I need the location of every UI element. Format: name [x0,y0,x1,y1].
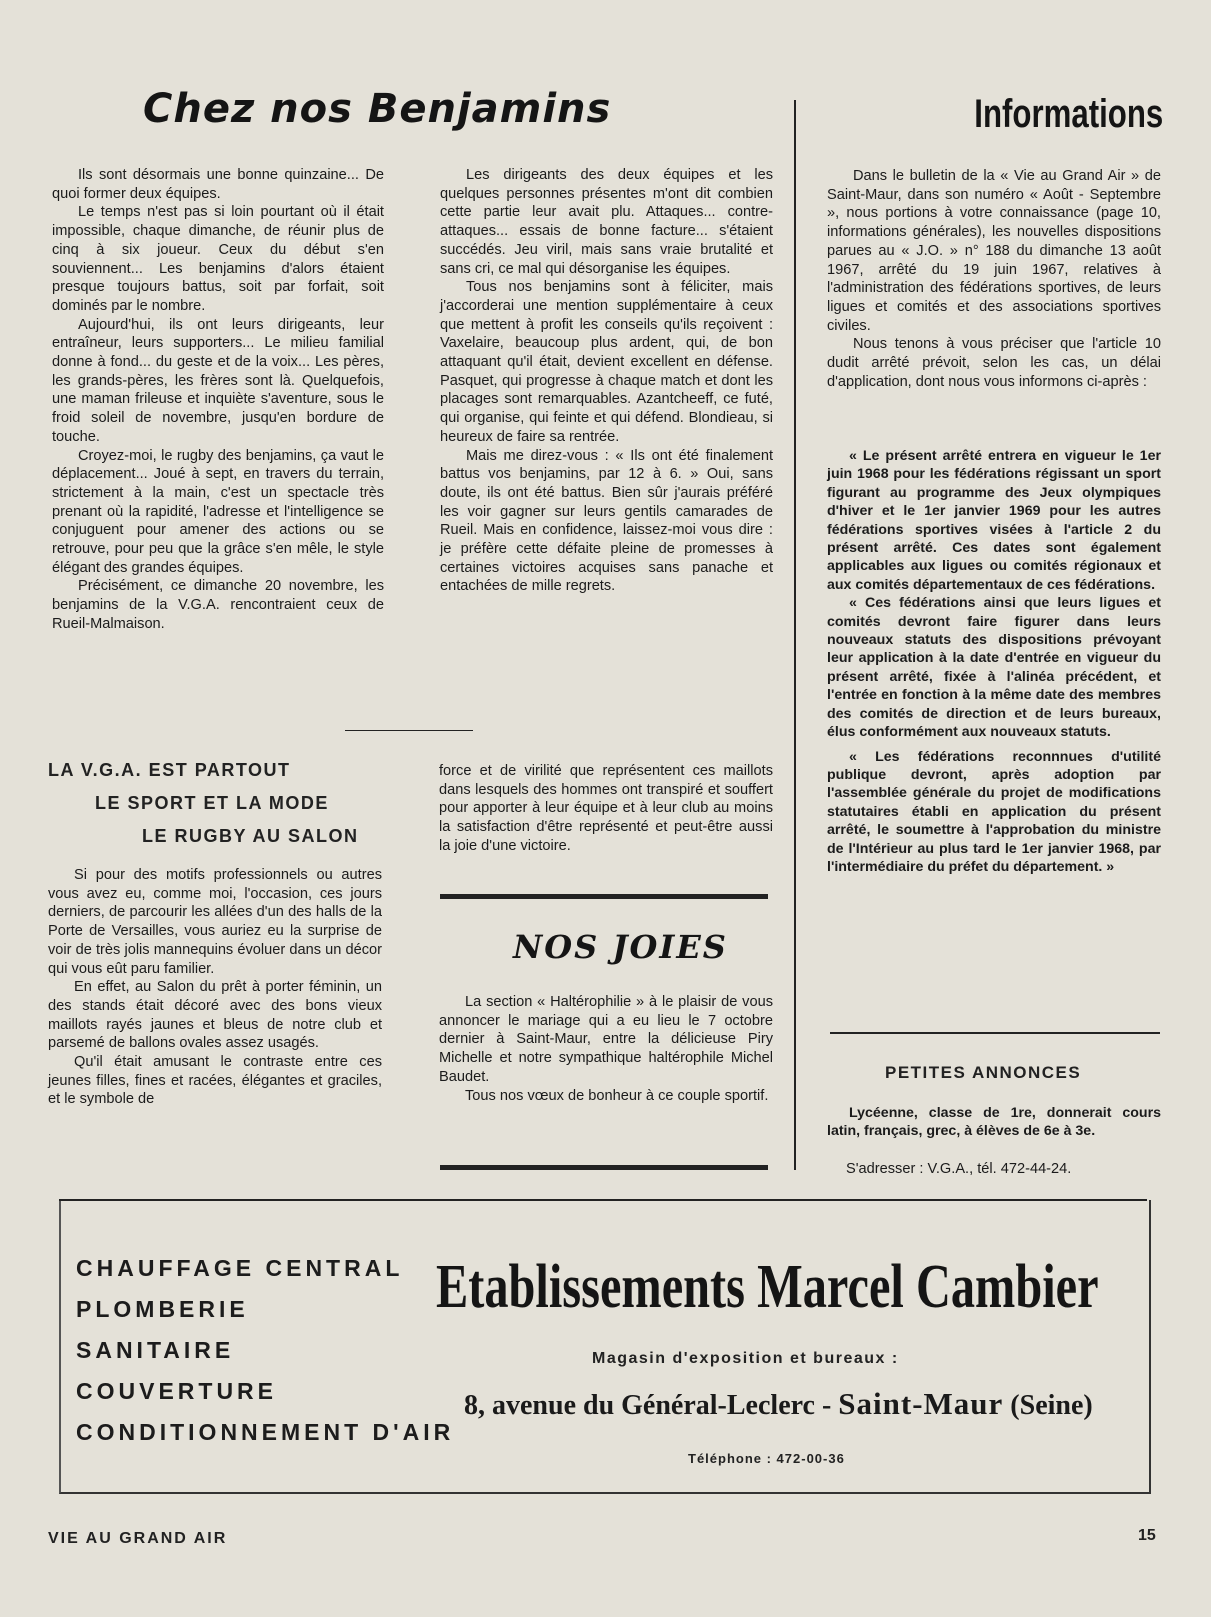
paragraph: Précisément, ce dimanche 20 novembre, les benjamins de la V.G.A. rencontraient ceux de Rueil-Malmaison. [52,578,384,632]
paragraph: force et de virilité que représentent ces maillots dans lesquels des hommes ont transpiré et souffert pour apporter à leur équipe et à leur club au moins la satisfaction d'être représenté et peut-être aussi la joie d'une victoire. [439,763,773,854]
vga-column-2 [439,762,773,856]
quote-paragraph: « Les fédérations reconnnues d'utilité publique devront, après adoption par l'assemblée générale du projet de modifications statutaires établi en application du présent arrêté, le soumettre à l'approbation du ministre de l'Intérieur au plus tard le 1er janvier 1968, par l'intermédiaire du préfet du département. » [827,748,1161,875]
advertisement-border-top [59,1199,1147,1201]
informations-column [827,167,1161,391]
vga-column-1 [48,866,382,1109]
page-number: 15 [1138,1527,1156,1544]
service-item: PLOMBERIE [76,1296,249,1322]
paragraph: Mais me direz-vous : « Ils ont été finalement battus vos benjamins, par 12 à 6. » Oui, sans doute, ils ont été battus. Bien sûr j'aurais préféré les voir gagner sur leurs gentils camarades de Rueil. Mais en confidence, laissez-moi vous dire : je préfère cette défaite pleine de promesses à certaines victoires acquises sans panache et entachées de mille regrets. [440,447,773,595]
service-item: COUVERTURE [76,1378,278,1404]
paragraph: Dans le bulletin de la « Vie au Grand Air » de Saint-Maur, dans son numéro « Août - Septembre », nous portions à votre connaissance (page 10, informations générales), les nouvelles dispositions parues au « J.O. » n° 188 du dimanche 13 août 1967, arrêté du 19 juin 1967, relatives à l'administration des fédérations sportives, de leurs ligues et comités et des associations sportives civiles. [827,168,1161,334]
publication-name: VIE AU GRAND AIR [48,1530,228,1547]
informations-title: Informations [974,92,1163,136]
quote-paragraph: « Ces fédérations ainsi que leurs ligues et comités devront faire figurer dans leurs nouveaux statuts des dispositions prévoyant leur application à la date d'entrée en vigueur du présent arrêté, fixée à l'alinéa précédent, et l'entrée en fonction à la même date des membres des comités de direction et de leurs bureaux, élus conformément aux nouveaux statuts. [827,595,1161,741]
address-region: (Seine) [1003,1390,1093,1421]
paragraph: La section « Haltérophilie » à le plaisir de vous annoncer le mariage qui a eu lieu le 7 octobre dernier à Saint-Maur, entre la délicieuse Piry Michelle et notre sympathique haltérophile Michel Baudet. [439,994,773,1085]
joies-title: NOS JOIES [513,928,728,966]
vga-heading-2: LE SPORT ET LA MODE [95,793,329,813]
service-item: SANITAIRE [76,1337,235,1363]
paragraph: Aujourd'hui, ils ont leurs dirigeants, leur entraîneur, leurs supporters... Le milieu familial donne à fond... du geste et de la voix... Les pères, les grands-pères, les frères sont là. Quelquefois, une maman frileuse et inquiète s'aventure, sous le froid soleil de novembre, jusqu'en bordure de touche. [52,316,384,445]
petites-annonces-text [827,1104,1161,1141]
service-item: CHAUFFAGE CENTRAL [76,1255,404,1281]
advertisement-services [76,1248,454,1453]
section-separator [345,730,473,731]
paragraph: Qu'il était amusant le contraste entre ces jeunes filles, fines et racées, élégantes et graciles, et le symbole de [48,1054,382,1108]
joies-rule-bottom [440,1165,768,1170]
vga-heading-1: LA V.G.A. EST PARTOUT [48,760,291,780]
address-street: 8, avenue du Général-Leclerc - [464,1390,839,1421]
paragraph: Les dirigeants des deux équipes et les quelques personnes présentes m'ont dit combien cette partie leur avait plu. Attaques... contre-attaques... essais de bonne facture... s'étaient succédés. Jeu viril, mais sans vraie brutalité et sans cri, ce mal qui désorganise les équipes. [440,167,773,277]
benjamins-column-1 [52,166,384,634]
paragraph: Tous nos vœux de bonheur à ce couple sportif. [465,1087,769,1104]
annonce-paragraph: Lycéenne, classe de 1re, donnerait cours latin, français, grec, à élèves de 6e à 3e. [827,1105,1161,1140]
address-city: Saint-Maur [838,1386,1004,1421]
paragraph: Ils sont désormais une bonne quinzaine... De quoi former deux équipes. [52,167,384,202]
benjamins-title: Chez nos Benjamins [143,86,612,132]
advertisement-subtitle: Magasin d'exposition et bureaux : [592,1350,899,1367]
petites-annonces-title: PETITES ANNONCES [885,1063,1082,1082]
informations-quotes [827,447,1161,876]
column-divider [794,100,796,1170]
quote-paragraph: « Le présent arrêté entrera en vigueur le 1er juin 1968 pour les fédérations régissant un sport figurant au programme des Jeux olympiques d'hiver et le 1er janvier 1969 pour les autres fédérations sportives visées à l'article 2 du présent arrêté. Ces dates sont également applicables aux ligues ou comités régionaux et aux comités départementaux de ces fédérations. [827,448,1161,593]
paragraph: En effet, au Salon du prêt à porter féminin, un des stands était décoré avec des bons vieux maillots rayés jaunes et bleus de notre club et parsemé de ballons ovales assez usagés. [48,979,382,1052]
advertisement-company: Etablissements Marcel Cambier [436,1253,1099,1321]
paragraph: Nous tenons à vous préciser que l'article 10 dudit arrêté prévoit, selon les cas, un délai d'application, dont nous vous informons ci-après : [827,336,1161,390]
paragraph: Le temps n'est pas si loin pourtant où il était impossible, chaque dimanche, de réunir plus de cinq à six joueur. Ceux du début s'en souviennent... Les benjamins d'alors étaient presque toujours battus, soit par forfait, soit dominés par le nombre. [52,204,384,314]
paragraph: Croyez-moi, le rugby des benjamins, ça vaut le déplacement... Joué à sept, en travers du terrain, strictement à la main, c'est un spectacle très prenant où la rapidité, l'adresse et l'intelligence se conjuguent pour amener des actions ou se retrouve, pour peu que la grâce s'en mêle, le style élégant des grandes équipes. [52,447,384,576]
advertisement-phone: Téléphone : 472-00-36 [688,1451,845,1466]
service-item: CONDITIONNEMENT D'AIR [76,1419,455,1445]
benjamins-column-2 [440,166,773,596]
annonces-separator [830,1032,1160,1034]
paragraph: Si pour des motifs professionnels ou autres vous avez eu, comme moi, l'occasion, ces jours derniers, de parcourir les allées d'un des halls de la Porte de Versailles, vous auriez eu la surprise de voir de très jolis mannequins évoluer dans un décor qui vous eût paru familier. [48,867,382,977]
joies-text [439,993,773,1105]
advertisement-address [464,1386,1093,1422]
joies-rule-top [440,894,768,899]
petites-annonces-contact: S'adresser : V.G.A., tél. 472-44-24. [846,1161,1072,1177]
paragraph: Tous nos benjamins sont à féliciter, mais j'accorderai une mention supplémentaire à ceux que mettent à profit les conseils qu'ils reçoivent : Vaxelaire, beaucoup plus ardent, qui, de bon attaquant qu'il était, devient excellent en défense. Pasquet, qui progresse à chaque match et dont les placages sont remarquables. Azantcheeff, ce futé, qui organise, qui feinte et qui défend. Blondieau, si heureux de faire sa rentrée. [440,279,773,445]
vga-heading-3: LE RUGBY AU SALON [142,826,359,846]
